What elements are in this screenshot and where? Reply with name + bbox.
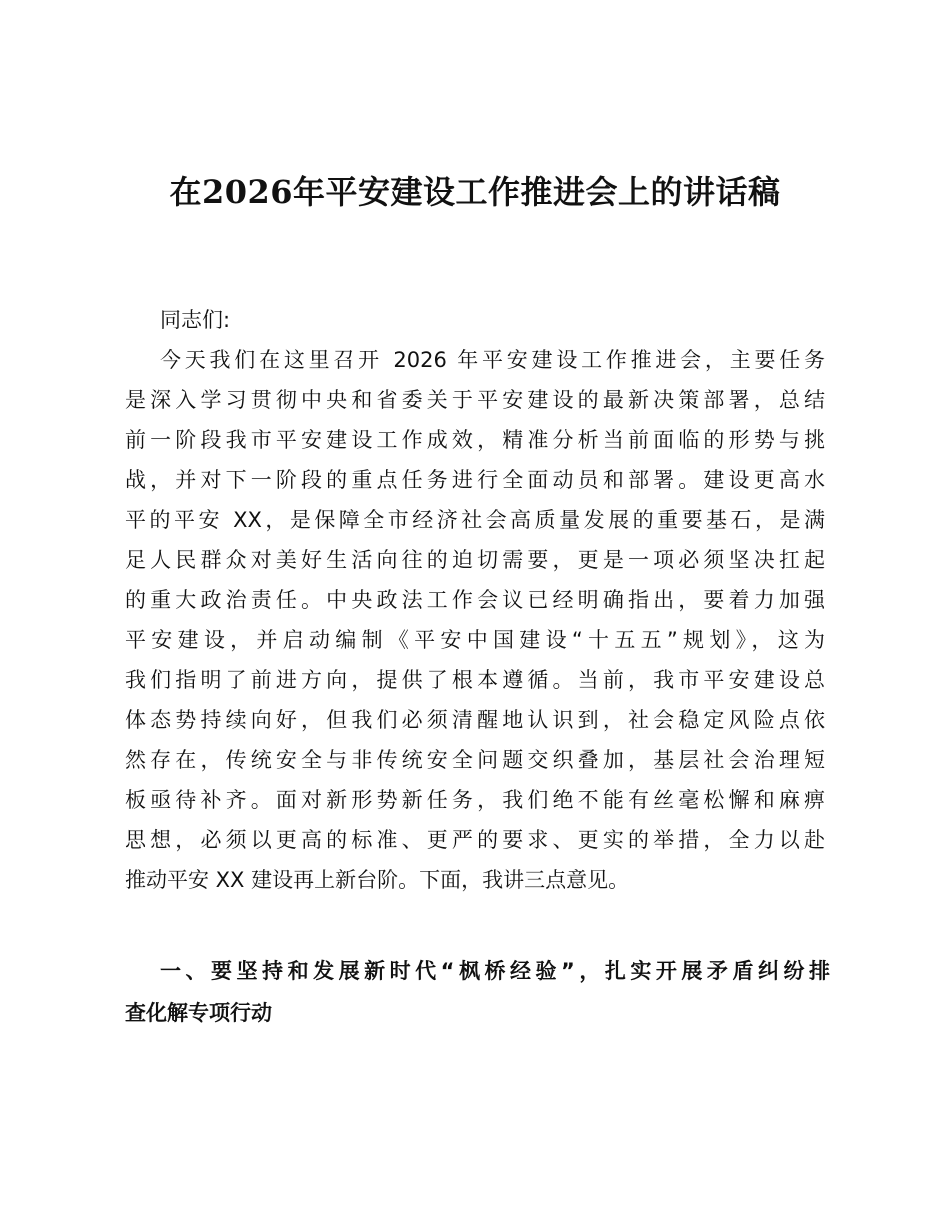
section-heading-line: 一、要坚持和发展新时代“枫桥经验”，扎实开展矛盾纠纷排 — [160, 959, 830, 983]
paragraph-line: 今天我们在这里召开 2026 年平安建设工作推进会，主要任务 — [160, 348, 825, 372]
greeting: 同志们: — [160, 308, 231, 332]
paragraph-line: 的重大政治责任。中央政法工作会议已经明确指出，要着力加强 — [125, 588, 825, 612]
paragraph-line: 前一阶段我市平安建设工作成效，精准分析当前面临的形势与挑 — [125, 428, 825, 452]
paragraph-line: 平安建设，并启动编制《平安中国建设“十五五”规划》，这为 — [125, 628, 825, 652]
opening-paragraph — [125, 340, 825, 900]
paragraph-line: 板亟待补齐。面对新形势新任务，我们绝不能有丝毫松懈和麻痹 — [125, 788, 825, 812]
paragraph-line: 足人民群众对美好生活向往的迫切需要，更是一项必须坚决扛起 — [125, 548, 825, 572]
paragraph-line: 我们指明了前进方向，提供了根本遵循。当前，我市平安建设总 — [125, 668, 825, 692]
paragraph-line: 思想，必须以更高的标准、更严的要求、更实的举措，全力以赴 — [125, 828, 825, 852]
paragraph-line: 战，并对下一阶段的重点任务进行全面动员和部署。建设更高水 — [125, 468, 825, 492]
paragraph-line: 是深入学习贯彻中央和省委关于平安建设的最新决策部署，总结 — [125, 388, 825, 412]
section-heading — [125, 950, 830, 1034]
paragraph-line: 平的平安 XX，是保障全市经济社会高质量发展的重要基石，是满 — [125, 508, 825, 532]
paragraph-line: 体态势持续向好，但我们必须清醒地认识到，社会稳定风险点依 — [125, 708, 825, 732]
document-body — [125, 300, 825, 900]
section-heading-line: 查化解专项行动 — [125, 1001, 272, 1025]
paragraph-line: 然存在，传统安全与非传统安全问题交织叠加，基层社会治理短 — [125, 748, 825, 772]
document-title: 在2026年平安建设工作推进会上的讲话稿 — [169, 173, 781, 211]
paragraph-line: 推动平安 XX 建设再上新台阶。下面，我讲三点意见。 — [125, 868, 630, 892]
